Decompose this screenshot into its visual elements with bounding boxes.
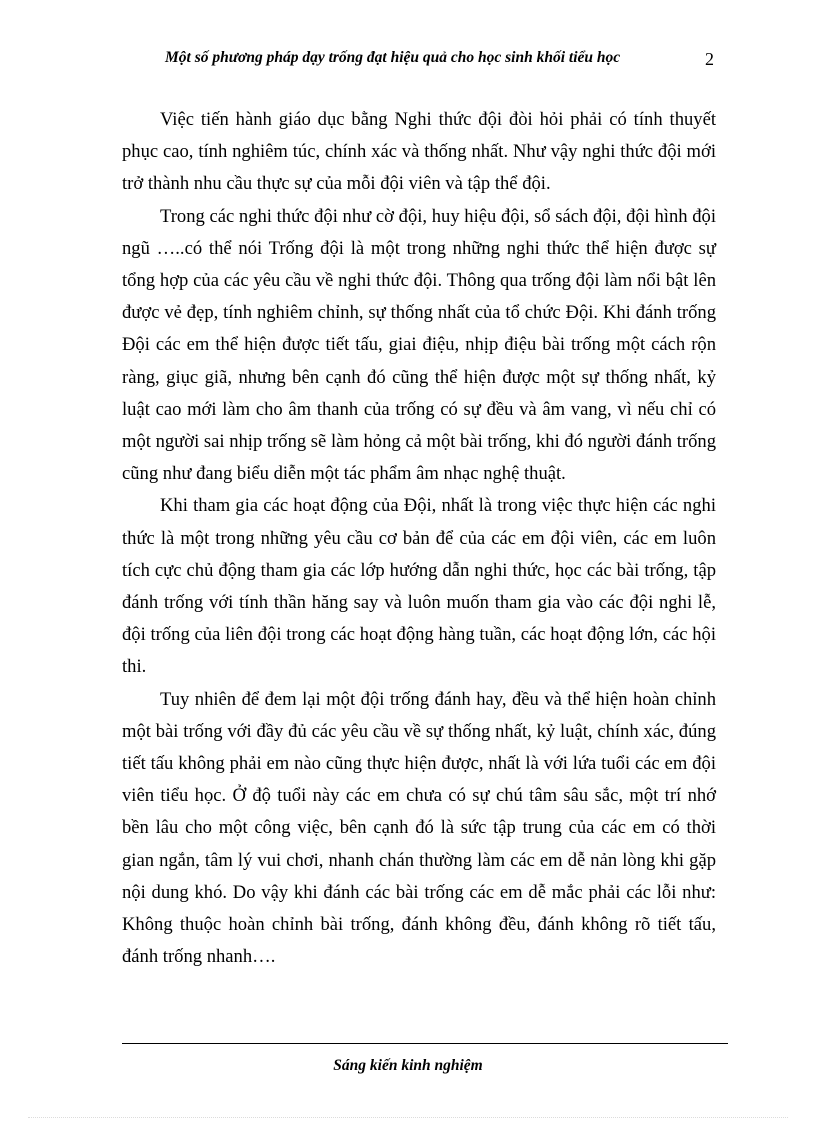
footer-divider xyxy=(122,1043,728,1044)
paragraph: Việc tiến hành giáo dục bằng Nghi thức đội đòi hỏi phải có tính thuyết phục cao, tính nghiêm túc, chính xác và thống nhất. Như vậy nghi thức đội mới trở thành nhu cầu thực sự của mỗi đội viên và tập thể đội. xyxy=(122,109,716,195)
page-edge-divider xyxy=(28,1117,788,1118)
document-body xyxy=(122,104,716,973)
paragraph: Tuy nhiên để đem lại một đội trống đánh hay, đều và thể hiện hoàn chỉnh một bài trống với đầy đủ các yêu cầu về sự thống nhất, kỷ luật, chính xác, đúng tiết tấu không phải em nào cũng thực hiện được, nhất là với lứa tuổi các em đội viên tiểu học. Ở độ tuổi này các em chưa có sự chú tâm sâu sắc, một trí nhớ bền lâu cho một công việc, bên cạnh đó là sức tập trung của các em có thời gian ngắn, tâm lý vui chơi, nhanh chán thường làm các em dễ nản lòng khi gặp nội dung khó. Do vậy khi đánh các bài trống các em dễ mắc phải các lỗi như: Không thuộc hoàn chỉnh bài trống, đánh không đều, đánh không rõ tiết tấu, đánh trống nhanh…. xyxy=(122,688,716,968)
footer-text: Sáng kiến kinh nghiệm xyxy=(333,1057,483,1074)
page-header xyxy=(150,49,730,71)
paragraph: Khi tham gia các hoạt động của Đội, nhất là trong việc thực hiện các nghi thức là một trong những yêu cầu cơ bản để của các em đội viên, các em luôn tích cực chủ động tham gia các lớp hướng dẫn nghi thức, học các bài trống, tập đánh trống với tính thần hăng say và luôn muốn tham gia vào các đội nghi lễ, đội trống của liên đội trong các hoạt động hàng tuần, các hoạt động lớn, các hội thi. xyxy=(122,495,716,678)
page-number: 2 xyxy=(705,49,714,69)
paragraph: Trong các nghi thức đội như cờ đội, huy hiệu đội, sổ sách đội, đội hình đội ngũ …..có thể nói Trống đội là một trong những nghi thức thể hiện được sự tổng hợp của các yêu cầu về nghi thức đội. Thông qua trống đội làm nổi bật lên được vẻ đẹp, tính nghiêm chỉnh, sự thống nhất của tổ chức Đội. Khi đánh trống Đội các em thể hiện được tiết tấu, giai điệu, nhịp điệu bài trống một cách rộn ràng, giục giã, nhưng bên cạnh đó cũng thể hiện được một sự thống nhất, kỷ luật cao mới làm cho âm thanh của trống có sự đều và âm vang, vì nếu chỉ có một người sai nhịp trống sẽ làm hỏng cả một bài trống, khi đó người đánh trống cũng như đang biểu diễn một tác phẩm âm nhạc nghệ thuật. xyxy=(122,205,716,485)
header-title: Một số phương pháp dạy trống đạt hiệu quả cho học sinh khối tiểu học xyxy=(165,49,621,66)
